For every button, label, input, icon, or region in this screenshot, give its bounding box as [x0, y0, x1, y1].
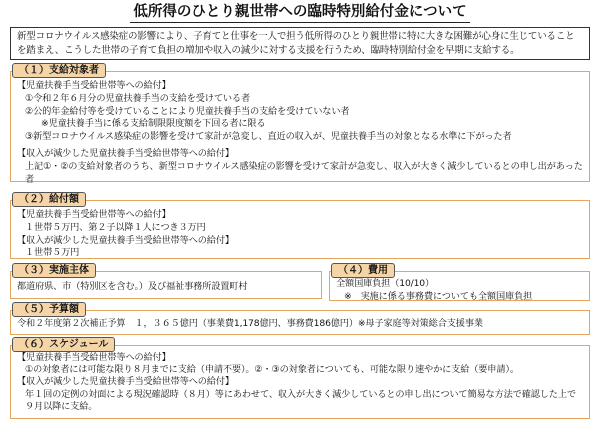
- section2-line1: １世帯５万円、第２子以降１人につき３万円: [25, 221, 206, 233]
- intro-text: 新型コロナウイルス感染症の影響により、子育てと仕事を一人で担う低所得のひとり親世帯に特に大きな困難が心身に生じていることを踏まえ、こうした世帯の子育て負担の増加や収入の減少に対する支援を行うため、臨時特別給付金を早期に支給する。: [17, 31, 575, 56]
- section2-box: [10, 200, 590, 259]
- section1-label: （１）支給対象者: [12, 63, 106, 78]
- section6-line2: 年１回の定例の対面による現況確認時（８月）等にあわせて、収入が大きく減少しているとの申し出について簡易な方法で確認した上で９月以降に支給。: [25, 388, 576, 412]
- section1-item4: 上記①・②の支給対象者のうち、新型コロナウイルス感染症の影響を受けて家計が急変し、収入が大きく減少しているとの申し出があった者: [25, 160, 583, 185]
- section3-label: （３）実施主体: [12, 263, 96, 278]
- section2-line2: １世帯５万円: [25, 247, 80, 259]
- section5-label: （５）予算額: [12, 302, 86, 317]
- section6-sub1: 【児童扶養手当受給世帯等への給付】: [17, 352, 171, 363]
- section1-item1: ①令和２年６月分の児童扶養手当の支給を受けている者: [25, 92, 250, 104]
- section2-label: （２）給付額: [12, 192, 86, 207]
- section5-text: 令和２年度第２次補正予算 １，３６５億円（事業費1,178億円、事務費186億円）※母子家庭等対策総合支援事業: [17, 318, 483, 329]
- section1-sub2: 【収入が減少した児童扶養手当受給世帯等への給付】: [17, 147, 234, 159]
- section4-label: （４）費用: [331, 263, 395, 278]
- section6-sub2: 【収入が減少した児童扶養手当受給世帯等への給付】: [17, 376, 234, 388]
- section1-item2-note: ※児童扶養手当に係る支給制限限度額を下回る者に限る: [41, 118, 266, 130]
- section2-sub1: 【児童扶養手当受給世帯等への給付】: [17, 209, 171, 220]
- section6-line1: ①の対象者には可能な限り８月までに支給（申請不要）。②・③の対象者についても、可能な限り速やかに支給（要申請）。: [25, 364, 519, 376]
- intro-box: [10, 27, 590, 60]
- section6-box: [10, 345, 590, 419]
- section1-item2: ②公的年金給付等を受けていることにより児童扶養手当の支給を受けていない者: [25, 105, 350, 117]
- section5-box: [10, 310, 590, 335]
- section1-box: [10, 71, 590, 185]
- section4-line1: 全額国庫負担（10/10）: [336, 278, 435, 289]
- title-underline: [130, 22, 470, 23]
- section3-text: 都道府県、市（特別区を含む。）及び福祉事務所設置町村: [17, 281, 248, 292]
- section4-line2: ※ 実施に係る事務費についても全額国庫負担: [344, 290, 533, 302]
- section1-item3: ③新型コロナウイルス感染症の影響を受けて家計が急変し、直近の収入が、児童扶養手当の対象となる水準に下がった者: [25, 131, 512, 143]
- section1-sub1: 【児童扶養手当受給世帯等への給付】: [17, 80, 171, 91]
- page-title: 低所得のひとり親世帯への臨時特別給付金について: [133, 4, 467, 20]
- section2-sub2: 【収入が減少した児童扶養手当受給世帯等への給付】: [17, 234, 234, 246]
- section6-label: （６）スケジュール: [12, 337, 115, 352]
